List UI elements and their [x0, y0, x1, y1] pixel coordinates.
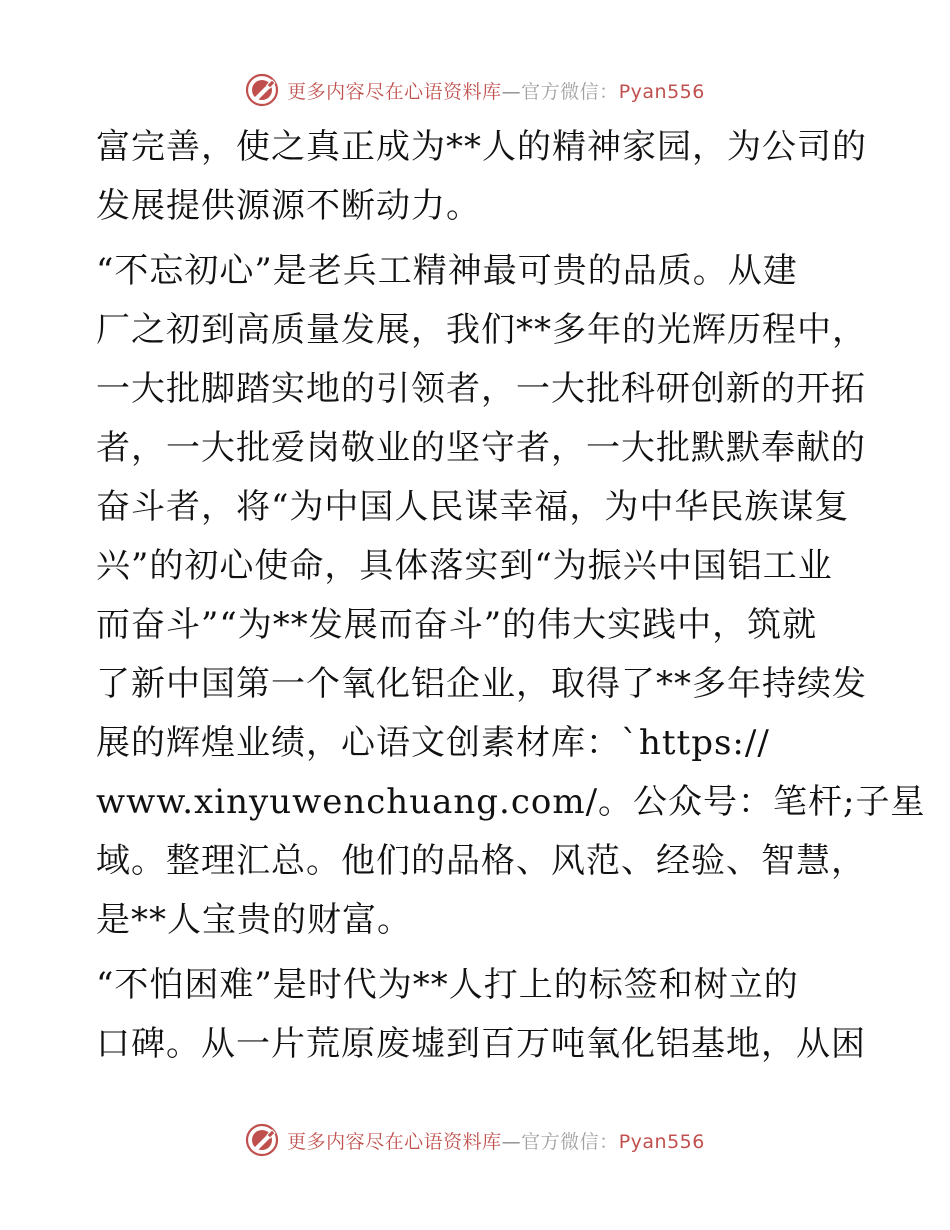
footer-wechat-label: 官方微信： — [521, 1130, 619, 1153]
paragraph-3 — [96, 956, 866, 1074]
footer-wechat-id: Pyan556 — [618, 1130, 705, 1153]
footer-site-text: 更多内容尽在心语资料库 — [287, 1130, 502, 1153]
header-banner — [0, 70, 950, 110]
header-text — [287, 77, 705, 104]
text-line: 兴”的初心使命，具体落实到“为振兴中国铝工业 — [96, 546, 833, 586]
text-line: 者，一大批爱岗敬业的坚守者，一大批默默奉献的 — [96, 428, 866, 468]
header-wechat-label: 官方微信： — [521, 80, 619, 103]
text-line: 奋斗者，将“为中国人民谋幸福，为中华民族谋复 — [96, 487, 850, 527]
pen-nib-logo-icon — [245, 73, 279, 107]
footer-dash: — — [501, 1130, 522, 1153]
text-line: 是**人宝贵的财富。 — [96, 900, 412, 940]
footer-text — [287, 1127, 705, 1154]
text-line: 域。整理汇总。他们的品格、风范、经验、智慧， — [96, 841, 866, 881]
text-line-url: www.xinyuwenchuang.com/。公众号：笔杆;子星 — [96, 782, 926, 822]
text-line: 了新中国第一个氧化铝企业，取得了**多年持续发 — [96, 664, 867, 704]
paragraph-1 — [96, 118, 867, 236]
header-wechat-id: Pyan556 — [618, 80, 705, 103]
paragraph-2 — [96, 242, 926, 950]
document-body — [96, 118, 926, 1074]
text-line: “不怕困难”是时代为**人打上的标签和树立的 — [96, 965, 799, 1005]
pen-nib-logo-icon — [245, 1123, 279, 1157]
text-line: 口碑。从一片荒原废墟到百万吨氧化铝基地，从困 — [96, 1024, 866, 1064]
text-line: 富完善，使之真正成为**人的精神家园，为公司的 — [96, 127, 867, 167]
text-line: 一大批脚踏实地的引领者，一大批科研创新的开拓 — [96, 369, 866, 409]
header-dash: — — [501, 80, 522, 103]
footer-banner — [0, 1120, 950, 1160]
text-line: 展的辉煌业绩，心语文创素材库：`https:// — [96, 723, 770, 763]
text-line: “不忘初心”是老兵工精神最可贵的品质。从建 — [96, 251, 798, 291]
text-line: 发展提供源源不断动力。 — [96, 186, 481, 226]
text-line: 而奋斗”“为**发展而奋斗”的伟大实践中，筑就 — [96, 605, 818, 645]
header-site-text: 更多内容尽在心语资料库 — [287, 80, 502, 103]
text-line: 厂之初到高质量发展，我们**多年的光辉历程中， — [96, 310, 867, 350]
